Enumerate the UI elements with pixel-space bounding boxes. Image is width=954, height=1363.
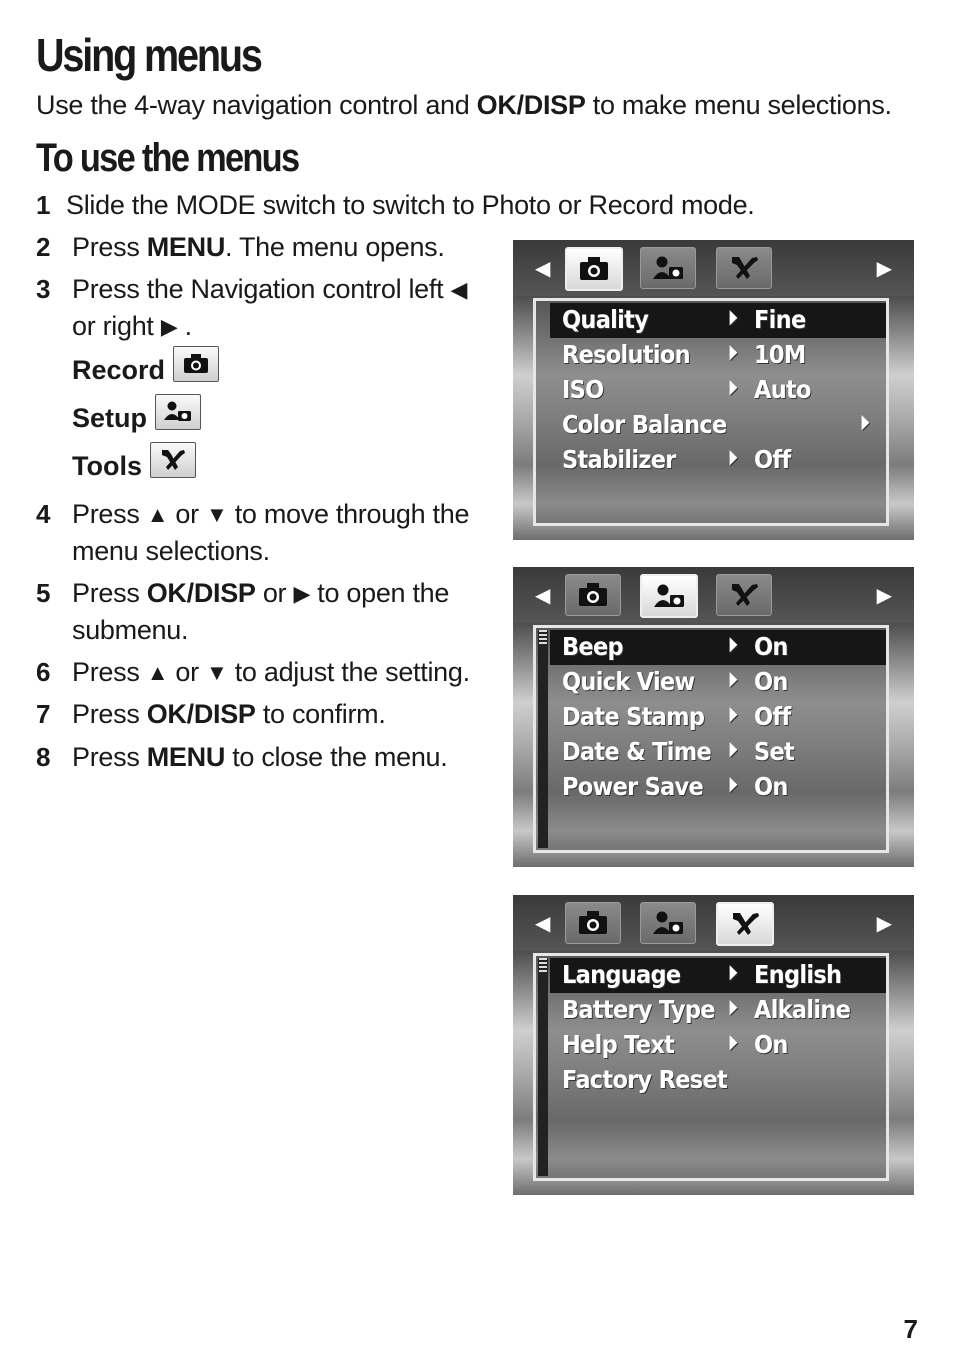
submenu-arrow-icon: ⏵ (728, 377, 737, 399)
menu-item-label: Power Save (562, 772, 704, 801)
menu-item-value: On (754, 667, 788, 696)
menu-item-label: Quick View (562, 667, 695, 696)
tools-icon (727, 254, 761, 282)
menu-panel (533, 298, 889, 526)
menu-item[interactable] (550, 408, 886, 443)
menu-item-value: On (754, 632, 788, 661)
tab-setup-icon[interactable] (640, 902, 696, 944)
submenu-arrow-icon: ⏵ (728, 739, 737, 761)
menu-item[interactable] (550, 770, 886, 805)
menu-item-label: Battery Type (562, 995, 715, 1024)
submenu-arrow-icon: ⏵ (728, 774, 737, 796)
setup-icon (651, 909, 685, 937)
submenu-arrow-icon: ⏵ (728, 1032, 737, 1054)
tab-right-arrow-icon[interactable]: ▶ (876, 258, 892, 280)
mode-setup: Setup (72, 398, 201, 434)
menu-screen (513, 895, 914, 1195)
camera-icon (576, 581, 610, 609)
menu-item-label: Language (562, 960, 681, 989)
menu-item-label: Color Balance (562, 410, 727, 439)
menu-item-value: Fine (754, 305, 806, 334)
menu-item[interactable] (550, 1063, 886, 1098)
menu-item-value: English (754, 960, 842, 989)
submenu-arrow-icon: ⏵ (728, 307, 737, 329)
menu-screen (513, 240, 914, 540)
menu-panel (533, 625, 889, 853)
menu-tab-bar (513, 895, 914, 951)
menu-item[interactable] (550, 630, 886, 665)
menu-item[interactable] (550, 373, 886, 408)
menu-screen (513, 567, 914, 867)
submenu-arrow-icon: ⏵ (728, 342, 737, 364)
menu-item[interactable] (550, 700, 886, 735)
menu-item-value: On (754, 1030, 788, 1059)
setup-icon (651, 254, 685, 282)
setup-icon (652, 582, 686, 610)
menu-tab-bar (513, 240, 914, 296)
menu-item-label: Factory Reset (562, 1065, 728, 1094)
scrollbar[interactable] (538, 958, 548, 1176)
tools-icon (150, 442, 196, 478)
page-title: Using menus (36, 29, 261, 81)
tab-left-arrow-icon[interactable]: ◀ (535, 585, 551, 607)
camera-icon (576, 909, 610, 937)
menu-item[interactable] (550, 958, 886, 993)
menu-item[interactable] (550, 303, 886, 338)
tools-icon (728, 910, 762, 938)
submenu-arrow-icon: ⏵ (728, 669, 737, 691)
menu-item-value: Alkaline (754, 995, 851, 1024)
menu-item-label: Quality (562, 305, 649, 334)
down-arrow-icon: ▼ (206, 502, 228, 527)
tab-camera-icon[interactable] (565, 247, 623, 291)
submenu-arrow-icon: ⏵ (728, 447, 737, 469)
menu-item[interactable] (550, 338, 886, 373)
submenu-arrow-icon: ⏵ (728, 704, 737, 726)
menu-panel (533, 953, 889, 1181)
menu-item-value: Off (754, 445, 791, 474)
tab-tools-icon[interactable] (716, 902, 774, 946)
scrollbar[interactable] (538, 630, 548, 848)
menu-item[interactable] (550, 735, 886, 770)
menu-item[interactable] (550, 993, 886, 1028)
menu-item-label: ISO (562, 375, 604, 404)
menu-item[interactable] (550, 665, 886, 700)
tab-camera-icon[interactable] (565, 574, 621, 616)
menu-item-label: Date & Time (562, 737, 712, 766)
up-arrow-icon: ▲ (146, 660, 169, 685)
section-title: To use the menus (36, 136, 299, 180)
tab-camera-icon[interactable] (565, 902, 621, 944)
mode-tools: Tools (72, 446, 196, 482)
menu-tab-bar (513, 567, 914, 623)
submenu-arrow-icon: ⏵ (728, 997, 737, 1019)
menu-item-value: Off (754, 702, 791, 731)
menu-item-value: On (754, 772, 788, 801)
tab-tools-icon[interactable] (716, 247, 772, 289)
right-arrow-icon: ▶ (293, 581, 311, 606)
tab-left-arrow-icon[interactable]: ◀ (535, 258, 551, 280)
menu-item-label: Stabilizer (562, 445, 676, 474)
camera-icon (577, 255, 611, 283)
setup-icon (155, 394, 201, 430)
menu-item-label: Resolution (562, 340, 690, 369)
intro-text: Use the 4-way navigation control and OK/DISP to make menu selections. (36, 90, 892, 120)
menu-item-label: Beep (562, 632, 623, 661)
menu-item-label: Help Text (562, 1030, 675, 1059)
tab-right-arrow-icon[interactable]: ▶ (876, 585, 892, 607)
menu-item-label: Date Stamp (562, 702, 705, 731)
tab-setup-icon[interactable] (640, 574, 698, 618)
mode-record: Record (72, 350, 219, 386)
menu-item-value: Auto (754, 375, 811, 404)
page-number: 7 (903, 1314, 918, 1344)
camera-icon (173, 346, 219, 382)
submenu-arrow-icon: ⏵ (860, 412, 869, 434)
menu-item-value: 10M (754, 340, 806, 369)
tab-setup-icon[interactable] (640, 247, 696, 289)
right-arrow-icon: ▶ (160, 314, 178, 339)
submenu-arrow-icon: ⏵ (728, 634, 737, 656)
submenu-arrow-icon: ⏵ (728, 962, 737, 984)
tab-right-arrow-icon[interactable]: ▶ (876, 913, 892, 935)
left-arrow-icon: ◀ (450, 277, 468, 302)
tools-icon (727, 581, 761, 609)
tab-left-arrow-icon[interactable]: ◀ (535, 913, 551, 935)
down-arrow-icon: ▼ (206, 660, 228, 685)
menu-item[interactable] (550, 1028, 886, 1063)
up-arrow-icon: ▲ (146, 502, 169, 527)
menu-item-value: Set (754, 737, 795, 766)
menu-item[interactable] (550, 443, 886, 478)
tab-tools-icon[interactable] (716, 574, 772, 616)
